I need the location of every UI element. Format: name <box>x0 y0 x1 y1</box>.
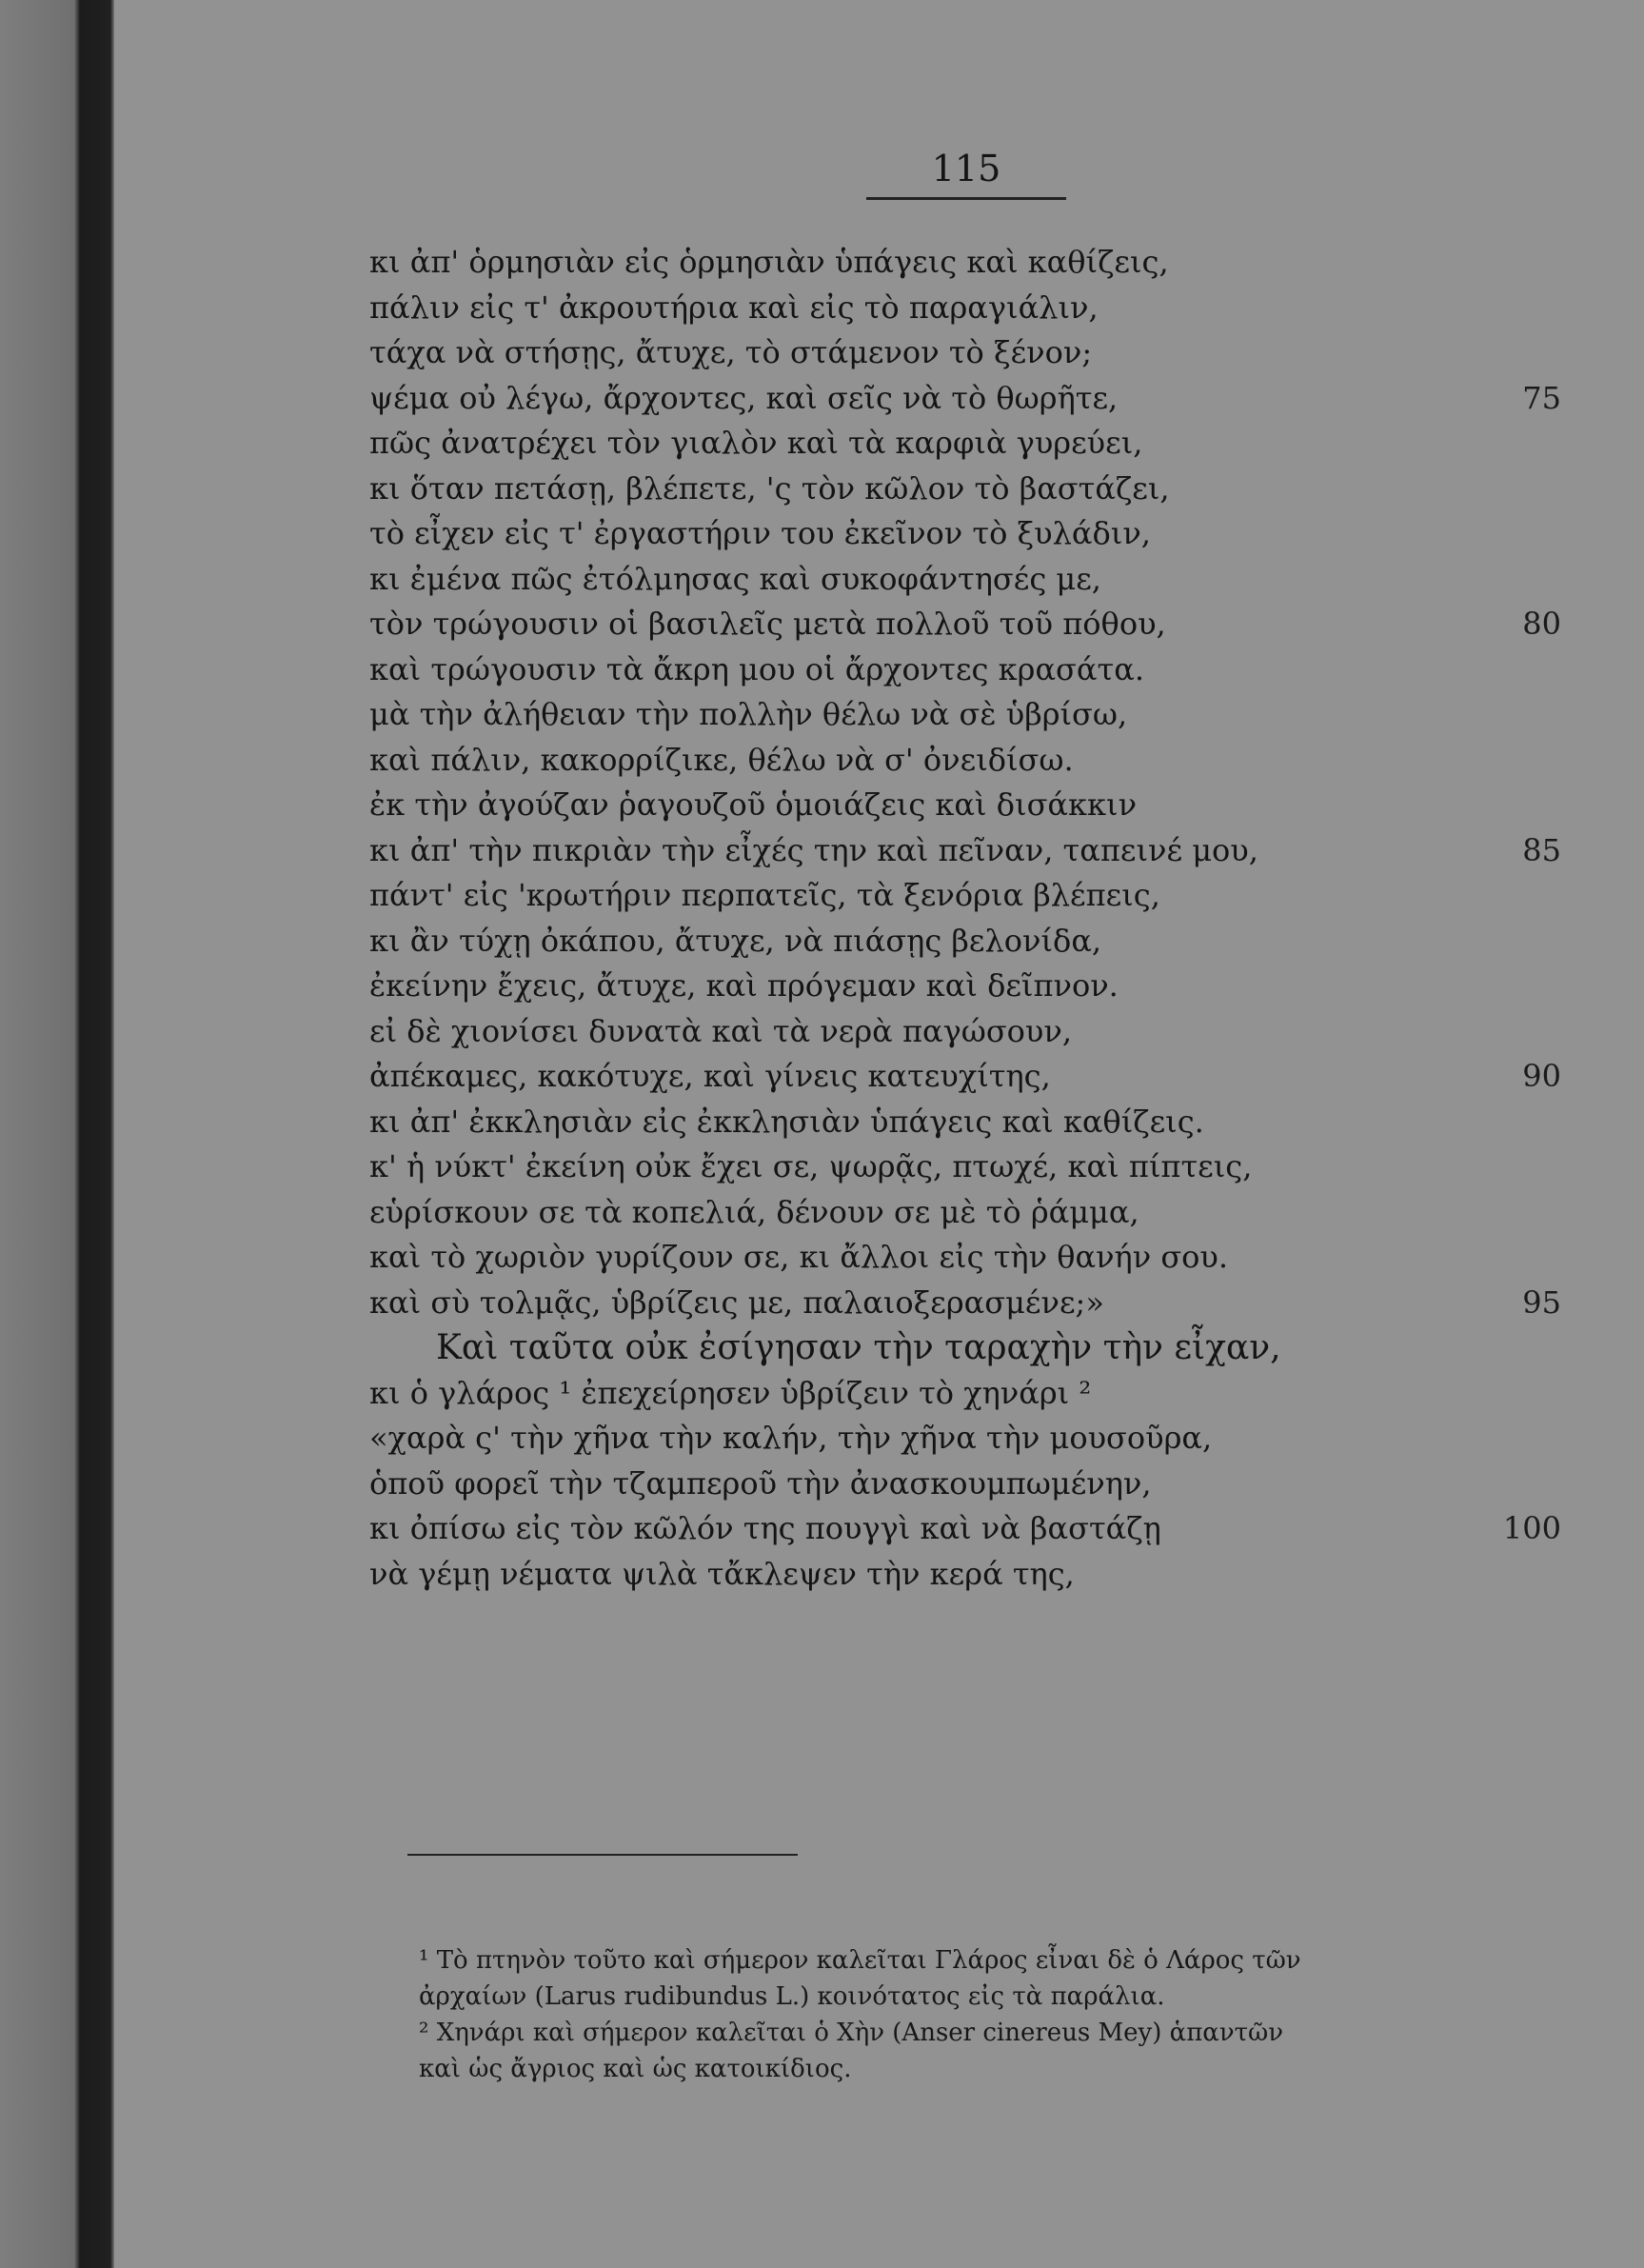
verse-line-text: καὶ πάλιν, κακορρίζικε, θέλω νὰ σ' ὀνειδίσω. <box>369 741 1074 778</box>
line-number: 75 <box>1522 379 1561 416</box>
book-page <box>114 0 1644 2268</box>
verse-line-text: πάντ' εἰς 'κρωτήριν περπατεῖς, τὰ ξενόρια βλέπεις, <box>369 877 1160 913</box>
line-number: 100 <box>1502 1510 1561 1546</box>
verse-line <box>369 919 1607 965</box>
verse-line-text: εὑρίσκουν σε τὰ κοπελιά, δένουν σε μὲ τὸ ῥάμμα, <box>369 1193 1139 1230</box>
verse-line <box>369 240 1607 286</box>
verse-line-text: νὰ γέμῃ νέματα ψιλὰ τἄκλεψεν τὴν κερά της, <box>369 1555 1075 1592</box>
verse-line-text: εἰ δὲ χιονίσει δυνατὰ καὶ τὰ νερὰ παγώσουν, <box>369 1012 1072 1049</box>
verse-line-text: ἐκ τὴν ἀγούζαν ῥαγουζοῦ ὁμοιάζεις καὶ δισάκκιν <box>369 786 1138 823</box>
verse-line-text: πάλιν εἰς τ' ἀκρουτήρια καὶ εἰς τὸ παραγιάλιν, <box>369 288 1099 326</box>
verse-line-text: τὸ εἶχεν εἰς τ' ἐργαστήριν του ἐκεῖνον τὸ ξυλάδιν, <box>369 515 1151 551</box>
verse-line-text: Καὶ ταῦτα οὐκ ἐσίγησαν τὴν ταραχὴν τὴν εἶχαν, <box>436 1328 1281 1367</box>
verse-line-text: κι ἐμένα πῶς ἐτόλμησας καὶ συκοφάντησές με, <box>369 560 1101 597</box>
book-binding-edge <box>0 0 114 2268</box>
verse-line-text: τὸν τρώγουσιν οἱ βασιλεῖς μετὰ πολλοῦ τοῦ πόθου, <box>369 606 1166 642</box>
line-number: 80 <box>1522 606 1561 642</box>
verse-line <box>369 1506 1607 1552</box>
verse-line-text: κι ἀπ' τὴν πικριὰν τὴν εἶχές την καὶ πεῖναν, ταπεινέ μου, <box>369 831 1258 868</box>
verse-line <box>369 964 1607 1009</box>
verse-line <box>369 1054 1607 1100</box>
verse-line <box>369 1462 1607 1507</box>
line-number: 95 <box>1522 1283 1561 1321</box>
verse-line <box>369 1100 1607 1145</box>
verse-line <box>369 738 1607 784</box>
verse-line <box>369 692 1607 738</box>
verse-line <box>369 828 1607 874</box>
verse-line <box>369 1235 1607 1281</box>
verse-line <box>369 1325 1607 1371</box>
verse-line-text: κ' ἡ νύκτ' ἐκείνη οὐκ ἔχει σε, ψωρᾷς, πτωχέ, καὶ πίπτεις, <box>369 1148 1253 1184</box>
line-number: 90 <box>1522 1058 1561 1094</box>
page-number: 115 <box>866 148 1066 200</box>
verse-line <box>369 286 1607 331</box>
verse-line-text: κι ἂν τύχῃ ὀκάπου, ἄτυχε, νὰ πιάσῃς βελονίδα, <box>369 922 1102 959</box>
footnote-line: καὶ ὡς ἄγριος καὶ ὡς κατοικίδιος. <box>419 2055 852 2083</box>
verse-line-text: μὰ τὴν ἀλήθειαν τὴν πολλὴν θέλω νὰ σὲ ὑβρίσω, <box>369 696 1128 732</box>
footnote-line: ² Χηνάρι καὶ σήμερον καλεῖται ὁ Χὴν (Anser cinereus Mey) ἁπαντῶν <box>419 2019 1284 2047</box>
verse-line-text: κι ὀπίσω εἰς τὸν κῶλόν της πουγγὶ καὶ νὰ βαστάζῃ <box>369 1510 1161 1546</box>
verse-line-text: ἀπέκαμες, κακότυχε, καὶ γίνεις κατευχίτης, <box>369 1058 1051 1094</box>
footnote-line: ἀρχαίων (Larus rudibundus L.) κοινότατος εἰς τὰ παράλια. <box>419 1982 1165 2011</box>
footnote-separator <box>407 1854 798 1856</box>
verse-line <box>369 511 1607 557</box>
verse-line <box>369 557 1607 603</box>
verse-line-text: κι ὅταν πετάσῃ, βλέπετε, 'ς τὸν κῶλον τὸ βαστάζει, <box>369 469 1170 507</box>
verse-line <box>369 1009 1607 1055</box>
verse-line-text: πῶς ἀνατρέχει τὸν γιαλὸν καὶ τὰ καρφιὰ γυρεύει, <box>369 425 1143 461</box>
verse-line <box>369 1144 1607 1190</box>
verse-line-text: κι ἀπ' ἐκκλησιὰν εἰς ἐκκλησιὰν ὑπάγεις καὶ καθίζεις. <box>369 1103 1204 1140</box>
line-number: 85 <box>1522 831 1561 868</box>
footnote-line: ¹ Τὸ πτηνὸν τοῦτο καὶ σήμερον καλεῖται Γλάρος εἶναι δὲ ὁ Λάρος τῶν <box>419 1946 1301 1975</box>
verse-line <box>369 1371 1607 1417</box>
verse-line <box>369 873 1607 919</box>
verse-line <box>369 467 1607 512</box>
verse-line <box>369 421 1607 467</box>
verse-line-text: κι ἀπ' ὁρμησιὰν εἰς ὁρμησιὰν ὑπάγεις καὶ καθίζεις, <box>369 244 1169 280</box>
verse-line <box>369 376 1607 422</box>
verse-line <box>369 330 1607 376</box>
verse-line-text: «χαρὰ ς' τὴν χῆνα τὴν καλήν, τὴν χῆνα τὴν μουσοῦρα, <box>369 1420 1213 1456</box>
verse-line <box>369 1552 1607 1598</box>
verse-line-text: ὁποῦ φορεῖ τὴν τζαμπεροῦ τὴν ἀνασκουμπωμένην, <box>369 1464 1152 1502</box>
verse-block <box>369 240 1607 1597</box>
footnotes <box>419 1942 1523 2087</box>
verse-line <box>369 647 1607 693</box>
verse-line-text: ἐκείνην ἔχεις, ἄτυχε, καὶ πρόγεμαν καὶ δεῖπνον. <box>369 967 1119 1004</box>
verse-line <box>369 1416 1607 1462</box>
verse-line-text: καὶ τὸ χωριὸν γυρίζουν σε, κι ἄλλοι εἰς τὴν θανήν σου. <box>369 1239 1229 1275</box>
verse-line-text: καὶ σὺ τολμᾷς, ὑβρίζεις με, παλαιοξερασμένε;» <box>369 1283 1104 1321</box>
verse-line-text: καὶ τρώγουσιν τὰ ἄκρη μου οἱ ἄρχοντες κρασάτα. <box>369 650 1144 687</box>
verse-line-text: ψέμα οὐ λέγω, ἄρχοντες, καὶ σεῖς νὰ τὸ θωρῆτε, <box>369 379 1119 416</box>
verse-line-text: κι ὁ γλάρος ¹ ἐπεχείρησεν ὑβρίζειν τὸ χηνάρι ² <box>369 1374 1092 1411</box>
verse-line <box>369 783 1607 828</box>
verse-line <box>369 1190 1607 1236</box>
verse-line <box>369 1281 1607 1326</box>
verse-line <box>369 602 1607 647</box>
verse-line-text: τάχα νὰ στήσῃς, ἄτυχε, τὸ στάμενον τὸ ξένον; <box>369 334 1093 370</box>
